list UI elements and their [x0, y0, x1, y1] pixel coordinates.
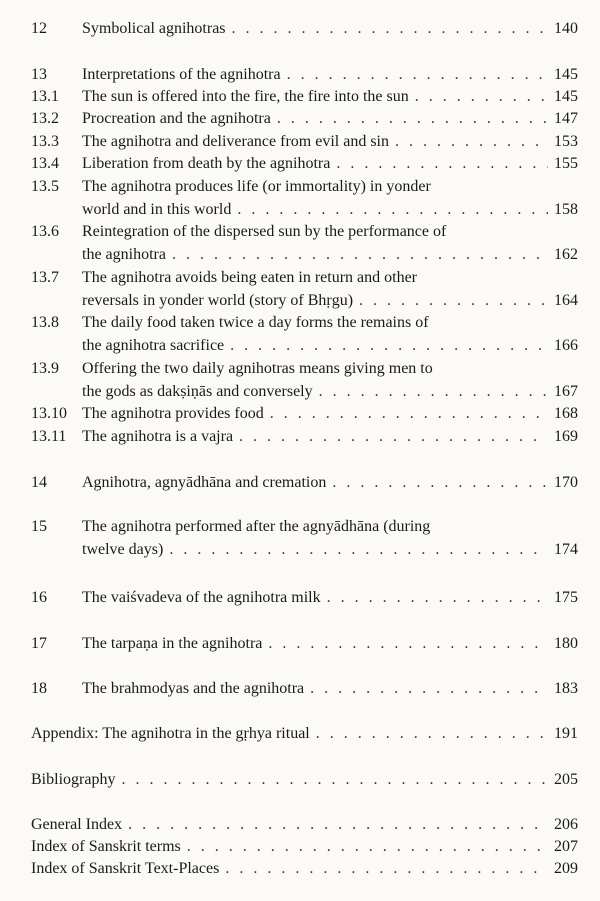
- page-number: 155: [554, 155, 578, 172]
- chapter-number: 15: [31, 518, 47, 535]
- section-title-continued: the agnihotra sacrifice: [82, 336, 225, 354]
- section-number: 13.7: [31, 269, 59, 286]
- section-number: 13.4: [31, 155, 59, 172]
- chapter-title: Agnihotra, agnyādhāna and cremation: [82, 474, 327, 491]
- leader-dots: [327, 587, 548, 610]
- leader-dots: [332, 472, 548, 495]
- leader-dots: [287, 64, 548, 87]
- page-number: 158: [554, 200, 578, 218]
- page-number: 147: [554, 110, 578, 127]
- page-number: 180: [554, 635, 578, 652]
- page-number: 174: [554, 540, 578, 558]
- chapter-title-continued: twelve days): [82, 540, 164, 558]
- page-number: 162: [554, 245, 578, 263]
- section-title: The agnihotra provides food: [82, 405, 264, 422]
- leader-dots: [268, 633, 548, 656]
- leader-dots: [237, 199, 548, 222]
- section-title-text: The agnihotra is a vajra: [82, 428, 234, 445]
- page-number: 145: [554, 66, 578, 83]
- section-title: Liberation from death by the agnihotra: [82, 155, 331, 172]
- leader-dots: [319, 381, 548, 404]
- section-number: 13.5: [31, 178, 59, 195]
- chapter-title: The agnihotra performed after the agnyādhāna (during: [82, 518, 431, 535]
- general-index-title: General Index: [31, 816, 123, 833]
- section-title: The agnihotra and deliverance from evil and sin: [82, 133, 389, 150]
- leader-dots: [239, 426, 548, 449]
- leader-dots: [336, 153, 548, 176]
- section-title-continued: world and in this world: [82, 200, 232, 218]
- page-number: 169: [554, 428, 578, 445]
- page-number: 168: [554, 405, 578, 422]
- section-title: The daily food taken twice a day forms the remains of: [82, 314, 429, 331]
- page-number: 175: [554, 589, 578, 606]
- chapter-title: Interpretations of the agnihotra: [82, 66, 281, 83]
- section-title: [82, 426, 233, 449]
- page-number: 164: [554, 291, 578, 309]
- section-title: Procreation and the agnihotra: [82, 110, 271, 127]
- section-title: The agnihotra avoids being eaten in return and other: [82, 269, 417, 286]
- chapter-number: 18: [31, 680, 47, 697]
- leader-dots: [359, 290, 548, 313]
- chapter-title: The tarpaṇa in the agnihotra: [82, 635, 263, 652]
- leader-dots: [121, 769, 548, 792]
- chapter-title: Symbolical agnihotras: [82, 20, 226, 37]
- page-number: 205: [554, 771, 578, 788]
- leader-dots: [415, 86, 548, 109]
- page-number: 209: [554, 860, 578, 877]
- chapter-title: The brahmodyas and the agnihotra: [82, 680, 305, 697]
- section-number: 13.1: [31, 88, 59, 105]
- leader-dots: [232, 18, 548, 41]
- page-number: 207: [554, 838, 578, 855]
- page-number: 153: [554, 133, 578, 150]
- leader-dots: [225, 858, 548, 881]
- appendix-title: Appendix: The agnihotra in the gṛhya ritual: [31, 725, 310, 742]
- section-number: 13.8: [31, 314, 59, 331]
- chapter-number: 14: [31, 474, 47, 491]
- chapter-number: 13: [31, 66, 47, 83]
- leader-dots: [316, 723, 548, 746]
- leader-dots: [270, 403, 548, 426]
- leader-dots: [172, 244, 548, 267]
- page-number: 206: [554, 816, 578, 833]
- sanskrit-text-places-index-title: Index of Sanskrit Text-Places: [31, 860, 220, 877]
- section-title: Offering the two daily agnihotras means giving men to: [82, 360, 433, 377]
- leader-dots: [310, 678, 548, 701]
- page-number: 166: [554, 336, 578, 354]
- chapter-number: 12: [31, 20, 47, 37]
- page-number: 167: [554, 382, 578, 400]
- page-number: 140: [554, 20, 578, 37]
- chapter-title: The vaiśvadeva of the agnihotra milk: [82, 589, 321, 606]
- section-number: 13.3: [31, 133, 59, 150]
- section-title-continued: the agnihotra: [82, 245, 166, 263]
- leader-dots: [169, 539, 548, 562]
- leader-dots: [230, 335, 548, 358]
- section-title-continued: reversals in yonder world (story of Bhṛgu): [82, 291, 354, 309]
- section-number: 13.9: [31, 360, 59, 377]
- leader-dots: [187, 836, 548, 859]
- bibliography-title: Bibliography: [31, 771, 116, 788]
- section-number: 13.10: [31, 405, 67, 422]
- page-number: 170: [554, 474, 578, 491]
- leader-dots: [395, 131, 548, 154]
- page-number: 191: [554, 725, 578, 742]
- section-number: 13.11: [31, 428, 67, 445]
- section-title-continued: the gods as dakṣiṇās and conversely: [82, 382, 313, 400]
- chapter-number: 17: [31, 635, 47, 652]
- leader-dots: [128, 814, 548, 837]
- sanskrit-terms-index-title: Index of Sanskrit terms: [31, 838, 181, 855]
- page-number: 183: [554, 680, 578, 697]
- section-number: 13.6: [31, 223, 59, 240]
- section-title: The agnihotra produces life (or immortality) in yonder: [82, 178, 431, 195]
- chapter-number: 16: [31, 589, 47, 606]
- section-title: The sun is offered into the fire, the fire into the sun: [82, 88, 409, 105]
- leader-dots: [277, 108, 548, 131]
- section-title: Reintegration of the dispersed sun by the performance of: [82, 223, 447, 240]
- page-number: 145: [554, 88, 578, 105]
- section-number: 13.2: [31, 110, 59, 127]
